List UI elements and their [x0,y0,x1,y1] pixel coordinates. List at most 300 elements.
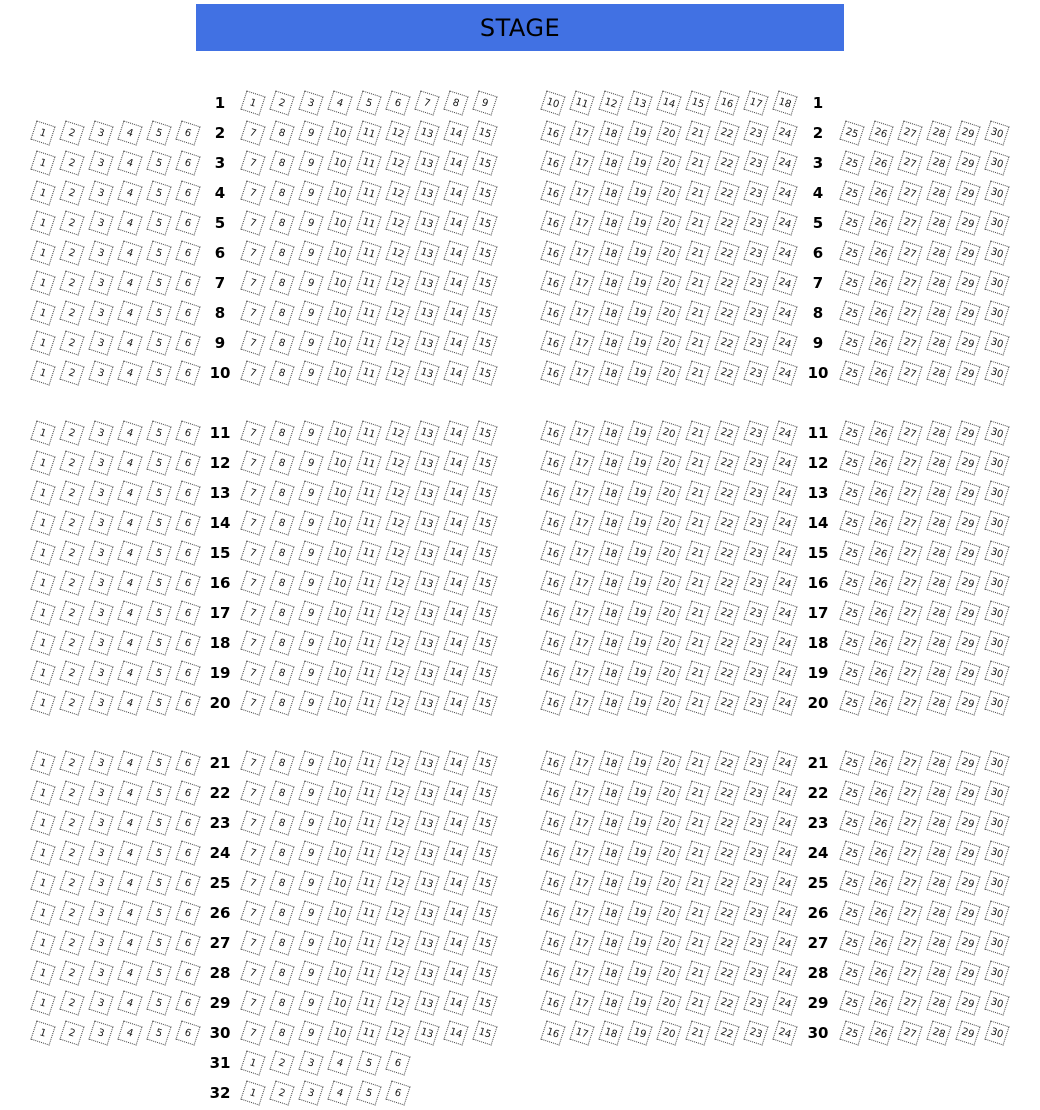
seat-row26-num9[interactable]: 9 [298,900,323,925]
seat-row28-num17[interactable]: 17 [569,960,594,985]
seat-row12-num13[interactable]: 13 [414,450,439,475]
seat-row11-num3[interactable]: 3 [88,420,113,445]
seat-row13-num25[interactable]: 25 [839,480,864,505]
seat-row2-num19[interactable]: 19 [627,120,652,145]
seat-row19-num13[interactable]: 13 [414,660,439,685]
seat-row18-num30[interactable]: 30 [984,630,1009,655]
seat-row3-num30[interactable]: 30 [984,150,1009,175]
seat-row25-num1[interactable]: 1 [30,870,55,895]
seat-row2-num14[interactable]: 14 [443,120,468,145]
seat-row1-num11[interactable]: 11 [569,90,594,115]
seat-row12-num23[interactable]: 23 [743,450,768,475]
seat-row9-num11[interactable]: 11 [356,330,381,355]
seat-row27-num11[interactable]: 11 [356,930,381,955]
seat-row25-num10[interactable]: 10 [327,870,352,895]
seat-row16-num3[interactable]: 3 [88,570,113,595]
seat-row13-num2[interactable]: 2 [59,480,84,505]
seat-row1-num10[interactable]: 10 [540,90,565,115]
seat-row28-num28[interactable]: 28 [926,960,951,985]
seat-row16-num15[interactable]: 15 [472,570,497,595]
seat-row21-num24[interactable]: 24 [772,750,797,775]
seat-row8-num14[interactable]: 14 [443,300,468,325]
seat-row3-num25[interactable]: 25 [839,150,864,175]
seat-row5-num7[interactable]: 7 [240,210,265,235]
seat-row24-num11[interactable]: 11 [356,840,381,865]
seat-row30-num21[interactable]: 21 [685,1020,710,1045]
seat-row3-num5[interactable]: 5 [146,150,171,175]
seat-row5-num4[interactable]: 4 [117,210,142,235]
seat-row8-num5[interactable]: 5 [146,300,171,325]
seat-row30-num19[interactable]: 19 [627,1020,652,1045]
seat-row3-num14[interactable]: 14 [443,150,468,175]
seat-row1-num16[interactable]: 16 [714,90,739,115]
seat-row26-num24[interactable]: 24 [772,900,797,925]
seat-row19-num20[interactable]: 20 [656,660,681,685]
seat-row11-num17[interactable]: 17 [569,420,594,445]
seat-row3-num11[interactable]: 11 [356,150,381,175]
seat-row22-num4[interactable]: 4 [117,780,142,805]
seat-row28-num18[interactable]: 18 [598,960,623,985]
seat-row17-num23[interactable]: 23 [743,600,768,625]
seat-row16-num10[interactable]: 10 [327,570,352,595]
seat-row26-num23[interactable]: 23 [743,900,768,925]
seat-row26-num5[interactable]: 5 [146,900,171,925]
seat-row22-num15[interactable]: 15 [472,780,497,805]
seat-row17-num13[interactable]: 13 [414,600,439,625]
seat-row23-num26[interactable]: 26 [868,810,893,835]
seat-row31-num1[interactable]: 1 [240,1050,265,1075]
seat-row21-num29[interactable]: 29 [955,750,980,775]
seat-row5-num28[interactable]: 28 [926,210,951,235]
seat-row24-num15[interactable]: 15 [472,840,497,865]
seat-row19-num24[interactable]: 24 [772,660,797,685]
seat-row8-num18[interactable]: 18 [598,300,623,325]
seat-row30-num25[interactable]: 25 [839,1020,864,1045]
seat-row15-num27[interactable]: 27 [897,540,922,565]
seat-row26-num22[interactable]: 22 [714,900,739,925]
seat-row6-num17[interactable]: 17 [569,240,594,265]
seat-row15-num12[interactable]: 12 [385,540,410,565]
seat-row18-num7[interactable]: 7 [240,630,265,655]
seat-row21-num3[interactable]: 3 [88,750,113,775]
seat-row16-num18[interactable]: 18 [598,570,623,595]
seat-row26-num6[interactable]: 6 [175,900,200,925]
seat-row11-num16[interactable]: 16 [540,420,565,445]
seat-row22-num13[interactable]: 13 [414,780,439,805]
seat-row6-num19[interactable]: 19 [627,240,652,265]
seat-row17-num17[interactable]: 17 [569,600,594,625]
seat-row21-num1[interactable]: 1 [30,750,55,775]
seat-row11-num14[interactable]: 14 [443,420,468,445]
seat-row24-num1[interactable]: 1 [30,840,55,865]
seat-row27-num12[interactable]: 12 [385,930,410,955]
seat-row4-num6[interactable]: 6 [175,180,200,205]
seat-row1-num3[interactable]: 3 [298,90,323,115]
seat-row19-num10[interactable]: 10 [327,660,352,685]
seat-row11-num7[interactable]: 7 [240,420,265,445]
seat-row2-num17[interactable]: 17 [569,120,594,145]
seat-row2-num13[interactable]: 13 [414,120,439,145]
seat-row5-num2[interactable]: 2 [59,210,84,235]
seat-row31-num6[interactable]: 6 [385,1050,410,1075]
seat-row19-num16[interactable]: 16 [540,660,565,685]
seat-row23-num9[interactable]: 9 [298,810,323,835]
seat-row10-num25[interactable]: 25 [839,360,864,385]
seat-row3-num13[interactable]: 13 [414,150,439,175]
seat-row22-num2[interactable]: 2 [59,780,84,805]
seat-row26-num4[interactable]: 4 [117,900,142,925]
seat-row28-num20[interactable]: 20 [656,960,681,985]
seat-row7-num5[interactable]: 5 [146,270,171,295]
seat-row15-num25[interactable]: 25 [839,540,864,565]
seat-row6-num27[interactable]: 27 [897,240,922,265]
seat-row21-num14[interactable]: 14 [443,750,468,775]
seat-row11-num28[interactable]: 28 [926,420,951,445]
seat-row17-num26[interactable]: 26 [868,600,893,625]
seat-row5-num29[interactable]: 29 [955,210,980,235]
seat-row13-num26[interactable]: 26 [868,480,893,505]
seat-row29-num15[interactable]: 15 [472,990,497,1015]
seat-row23-num23[interactable]: 23 [743,810,768,835]
seat-row3-num19[interactable]: 19 [627,150,652,175]
seat-row10-num30[interactable]: 30 [984,360,1009,385]
seat-row32-num5[interactable]: 5 [356,1080,381,1105]
seat-row8-num21[interactable]: 21 [685,300,710,325]
seat-row10-num20[interactable]: 20 [656,360,681,385]
seat-row30-num20[interactable]: 20 [656,1020,681,1045]
seat-row30-num15[interactable]: 15 [472,1020,497,1045]
seat-row22-num23[interactable]: 23 [743,780,768,805]
seat-row23-num4[interactable]: 4 [117,810,142,835]
seat-row23-num15[interactable]: 15 [472,810,497,835]
seat-row12-num2[interactable]: 2 [59,450,84,475]
seat-row19-num8[interactable]: 8 [269,660,294,685]
seat-row6-num22[interactable]: 22 [714,240,739,265]
seat-row30-num1[interactable]: 1 [30,1020,55,1045]
seat-row18-num16[interactable]: 16 [540,630,565,655]
seat-row21-num5[interactable]: 5 [146,750,171,775]
seat-row9-num26[interactable]: 26 [868,330,893,355]
seat-row22-num12[interactable]: 12 [385,780,410,805]
seat-row27-num21[interactable]: 21 [685,930,710,955]
seat-row23-num28[interactable]: 28 [926,810,951,835]
seat-row22-num16[interactable]: 16 [540,780,565,805]
seat-row13-num1[interactable]: 1 [30,480,55,505]
seat-row29-num19[interactable]: 19 [627,990,652,1015]
seat-row5-num3[interactable]: 3 [88,210,113,235]
seat-row21-num30[interactable]: 30 [984,750,1009,775]
seat-row17-num28[interactable]: 28 [926,600,951,625]
seat-row29-num9[interactable]: 9 [298,990,323,1015]
seat-row24-num3[interactable]: 3 [88,840,113,865]
seat-row30-num3[interactable]: 3 [88,1020,113,1045]
seat-row18-num17[interactable]: 17 [569,630,594,655]
seat-row13-num7[interactable]: 7 [240,480,265,505]
seat-row17-num4[interactable]: 4 [117,600,142,625]
seat-row10-num22[interactable]: 22 [714,360,739,385]
seat-row27-num2[interactable]: 2 [59,930,84,955]
seat-row29-num8[interactable]: 8 [269,990,294,1015]
seat-row20-num10[interactable]: 10 [327,690,352,715]
seat-row6-num16[interactable]: 16 [540,240,565,265]
seat-row2-num28[interactable]: 28 [926,120,951,145]
seat-row14-num26[interactable]: 26 [868,510,893,535]
seat-row10-num5[interactable]: 5 [146,360,171,385]
seat-row15-num3[interactable]: 3 [88,540,113,565]
seat-row31-num2[interactable]: 2 [269,1050,294,1075]
seat-row7-num18[interactable]: 18 [598,270,623,295]
seat-row32-num4[interactable]: 4 [327,1080,352,1105]
seat-row24-num21[interactable]: 21 [685,840,710,865]
seat-row8-num9[interactable]: 9 [298,300,323,325]
seat-row16-num20[interactable]: 20 [656,570,681,595]
seat-row7-num13[interactable]: 13 [414,270,439,295]
seat-row7-num2[interactable]: 2 [59,270,84,295]
seat-row11-num29[interactable]: 29 [955,420,980,445]
seat-row15-num9[interactable]: 9 [298,540,323,565]
seat-row25-num30[interactable]: 30 [984,870,1009,895]
seat-row20-num26[interactable]: 26 [868,690,893,715]
seat-row15-num20[interactable]: 20 [656,540,681,565]
seat-row6-num6[interactable]: 6 [175,240,200,265]
seat-row7-num24[interactable]: 24 [772,270,797,295]
seat-row22-num3[interactable]: 3 [88,780,113,805]
seat-row7-num12[interactable]: 12 [385,270,410,295]
seat-row11-num15[interactable]: 15 [472,420,497,445]
seat-row13-num12[interactable]: 12 [385,480,410,505]
seat-row8-num4[interactable]: 4 [117,300,142,325]
seat-row27-num15[interactable]: 15 [472,930,497,955]
seat-row12-num19[interactable]: 19 [627,450,652,475]
seat-row18-num25[interactable]: 25 [839,630,864,655]
seat-row19-num5[interactable]: 5 [146,660,171,685]
seat-row15-num30[interactable]: 30 [984,540,1009,565]
seat-row32-num1[interactable]: 1 [240,1080,265,1105]
seat-row12-num28[interactable]: 28 [926,450,951,475]
seat-row16-num6[interactable]: 6 [175,570,200,595]
seat-row3-num17[interactable]: 17 [569,150,594,175]
seat-row13-num29[interactable]: 29 [955,480,980,505]
seat-row27-num14[interactable]: 14 [443,930,468,955]
seat-row19-num6[interactable]: 6 [175,660,200,685]
seat-row26-num12[interactable]: 12 [385,900,410,925]
seat-row25-num17[interactable]: 17 [569,870,594,895]
seat-row28-num8[interactable]: 8 [269,960,294,985]
seat-row20-num14[interactable]: 14 [443,690,468,715]
seat-row27-num3[interactable]: 3 [88,930,113,955]
seat-row3-num10[interactable]: 10 [327,150,352,175]
seat-row1-num4[interactable]: 4 [327,90,352,115]
seat-row22-num30[interactable]: 30 [984,780,1009,805]
seat-row6-num25[interactable]: 25 [839,240,864,265]
seat-row11-num4[interactable]: 4 [117,420,142,445]
seat-row18-num22[interactable]: 22 [714,630,739,655]
seat-row28-num16[interactable]: 16 [540,960,565,985]
seat-row22-num27[interactable]: 27 [897,780,922,805]
seat-row4-num10[interactable]: 10 [327,180,352,205]
seat-row22-num22[interactable]: 22 [714,780,739,805]
seat-row5-num21[interactable]: 21 [685,210,710,235]
seat-row5-num10[interactable]: 10 [327,210,352,235]
seat-row30-num7[interactable]: 7 [240,1020,265,1045]
seat-row10-num29[interactable]: 29 [955,360,980,385]
seat-row30-num16[interactable]: 16 [540,1020,565,1045]
seat-row20-num2[interactable]: 2 [59,690,84,715]
seat-row26-num28[interactable]: 28 [926,900,951,925]
seat-row26-num19[interactable]: 19 [627,900,652,925]
seat-row25-num9[interactable]: 9 [298,870,323,895]
seat-row20-num5[interactable]: 5 [146,690,171,715]
seat-row23-num29[interactable]: 29 [955,810,980,835]
seat-row16-num14[interactable]: 14 [443,570,468,595]
seat-row20-num24[interactable]: 24 [772,690,797,715]
seat-row23-num14[interactable]: 14 [443,810,468,835]
seat-row20-num8[interactable]: 8 [269,690,294,715]
seat-row4-num4[interactable]: 4 [117,180,142,205]
seat-row27-num6[interactable]: 6 [175,930,200,955]
seat-row16-num11[interactable]: 11 [356,570,381,595]
seat-row10-num8[interactable]: 8 [269,360,294,385]
seat-row21-num9[interactable]: 9 [298,750,323,775]
seat-row11-num8[interactable]: 8 [269,420,294,445]
seat-row7-num11[interactable]: 11 [356,270,381,295]
seat-row13-num15[interactable]: 15 [472,480,497,505]
seat-row20-num28[interactable]: 28 [926,690,951,715]
seat-row22-num26[interactable]: 26 [868,780,893,805]
seat-row7-num19[interactable]: 19 [627,270,652,295]
seat-row17-num22[interactable]: 22 [714,600,739,625]
seat-row21-num11[interactable]: 11 [356,750,381,775]
seat-row13-num6[interactable]: 6 [175,480,200,505]
seat-row6-num1[interactable]: 1 [30,240,55,265]
seat-row18-num19[interactable]: 19 [627,630,652,655]
seat-row27-num30[interactable]: 30 [984,930,1009,955]
seat-row2-num16[interactable]: 16 [540,120,565,145]
seat-row26-num30[interactable]: 30 [984,900,1009,925]
seat-row6-num12[interactable]: 12 [385,240,410,265]
seat-row22-num10[interactable]: 10 [327,780,352,805]
seat-row13-num14[interactable]: 14 [443,480,468,505]
seat-row31-num3[interactable]: 3 [298,1050,323,1075]
seat-row12-num18[interactable]: 18 [598,450,623,475]
seat-row14-num9[interactable]: 9 [298,510,323,535]
seat-row18-num21[interactable]: 21 [685,630,710,655]
seat-row2-num11[interactable]: 11 [356,120,381,145]
seat-row10-num6[interactable]: 6 [175,360,200,385]
seat-row21-num12[interactable]: 12 [385,750,410,775]
seat-row28-num7[interactable]: 7 [240,960,265,985]
seat-row15-num2[interactable]: 2 [59,540,84,565]
seat-row28-num1[interactable]: 1 [30,960,55,985]
seat-row5-num8[interactable]: 8 [269,210,294,235]
seat-row24-num29[interactable]: 29 [955,840,980,865]
seat-row24-num20[interactable]: 20 [656,840,681,865]
seat-row11-num22[interactable]: 22 [714,420,739,445]
seat-row10-num12[interactable]: 12 [385,360,410,385]
seat-row23-num7[interactable]: 7 [240,810,265,835]
seat-row9-num6[interactable]: 6 [175,330,200,355]
seat-row5-num5[interactable]: 5 [146,210,171,235]
seat-row5-num9[interactable]: 9 [298,210,323,235]
seat-row25-num21[interactable]: 21 [685,870,710,895]
seat-row14-num24[interactable]: 24 [772,510,797,535]
seat-row12-num22[interactable]: 22 [714,450,739,475]
seat-row15-num22[interactable]: 22 [714,540,739,565]
seat-row28-num12[interactable]: 12 [385,960,410,985]
seat-row12-num30[interactable]: 30 [984,450,1009,475]
seat-row4-num26[interactable]: 26 [868,180,893,205]
seat-row4-num22[interactable]: 22 [714,180,739,205]
seat-row12-num16[interactable]: 16 [540,450,565,475]
seat-row19-num4[interactable]: 4 [117,660,142,685]
seat-row15-num15[interactable]: 15 [472,540,497,565]
seat-row23-num8[interactable]: 8 [269,810,294,835]
seat-row21-num6[interactable]: 6 [175,750,200,775]
seat-row27-num10[interactable]: 10 [327,930,352,955]
seat-row30-num26[interactable]: 26 [868,1020,893,1045]
seat-row13-num3[interactable]: 3 [88,480,113,505]
seat-row9-num27[interactable]: 27 [897,330,922,355]
seat-row13-num20[interactable]: 20 [656,480,681,505]
seat-row11-num27[interactable]: 27 [897,420,922,445]
seat-row6-num8[interactable]: 8 [269,240,294,265]
seat-row28-num13[interactable]: 13 [414,960,439,985]
seat-row3-num27[interactable]: 27 [897,150,922,175]
seat-row24-num19[interactable]: 19 [627,840,652,865]
seat-row23-num30[interactable]: 30 [984,810,1009,835]
seat-row27-num17[interactable]: 17 [569,930,594,955]
seat-row10-num9[interactable]: 9 [298,360,323,385]
seat-row22-num11[interactable]: 11 [356,780,381,805]
seat-row11-num20[interactable]: 20 [656,420,681,445]
seat-row8-num12[interactable]: 12 [385,300,410,325]
seat-row23-num18[interactable]: 18 [598,810,623,835]
seat-row3-num20[interactable]: 20 [656,150,681,175]
seat-row6-num9[interactable]: 9 [298,240,323,265]
seat-row29-num30[interactable]: 30 [984,990,1009,1015]
seat-row4-num19[interactable]: 19 [627,180,652,205]
seat-row10-num11[interactable]: 11 [356,360,381,385]
seat-row14-num20[interactable]: 20 [656,510,681,535]
seat-row8-num15[interactable]: 15 [472,300,497,325]
seat-row27-num27[interactable]: 27 [897,930,922,955]
seat-row25-num5[interactable]: 5 [146,870,171,895]
seat-row27-num1[interactable]: 1 [30,930,55,955]
seat-row19-num9[interactable]: 9 [298,660,323,685]
seat-row17-num5[interactable]: 5 [146,600,171,625]
seat-row4-num25[interactable]: 25 [839,180,864,205]
seat-row25-num20[interactable]: 20 [656,870,681,895]
seat-row3-num8[interactable]: 8 [269,150,294,175]
seat-row9-num23[interactable]: 23 [743,330,768,355]
seat-row9-num5[interactable]: 5 [146,330,171,355]
seat-row1-num8[interactable]: 8 [443,90,468,115]
seat-row5-num1[interactable]: 1 [30,210,55,235]
seat-row23-num21[interactable]: 21 [685,810,710,835]
seat-row10-num27[interactable]: 27 [897,360,922,385]
seat-row1-num6[interactable]: 6 [385,90,410,115]
seat-row20-num17[interactable]: 17 [569,690,594,715]
seat-row17-num16[interactable]: 16 [540,600,565,625]
seat-row15-num1[interactable]: 1 [30,540,55,565]
seat-row18-num1[interactable]: 1 [30,630,55,655]
seat-row15-num18[interactable]: 18 [598,540,623,565]
seat-row25-num24[interactable]: 24 [772,870,797,895]
seat-row22-num1[interactable]: 1 [30,780,55,805]
seat-row29-num26[interactable]: 26 [868,990,893,1015]
seat-row12-num6[interactable]: 6 [175,450,200,475]
seat-row1-num9[interactable]: 9 [472,90,497,115]
